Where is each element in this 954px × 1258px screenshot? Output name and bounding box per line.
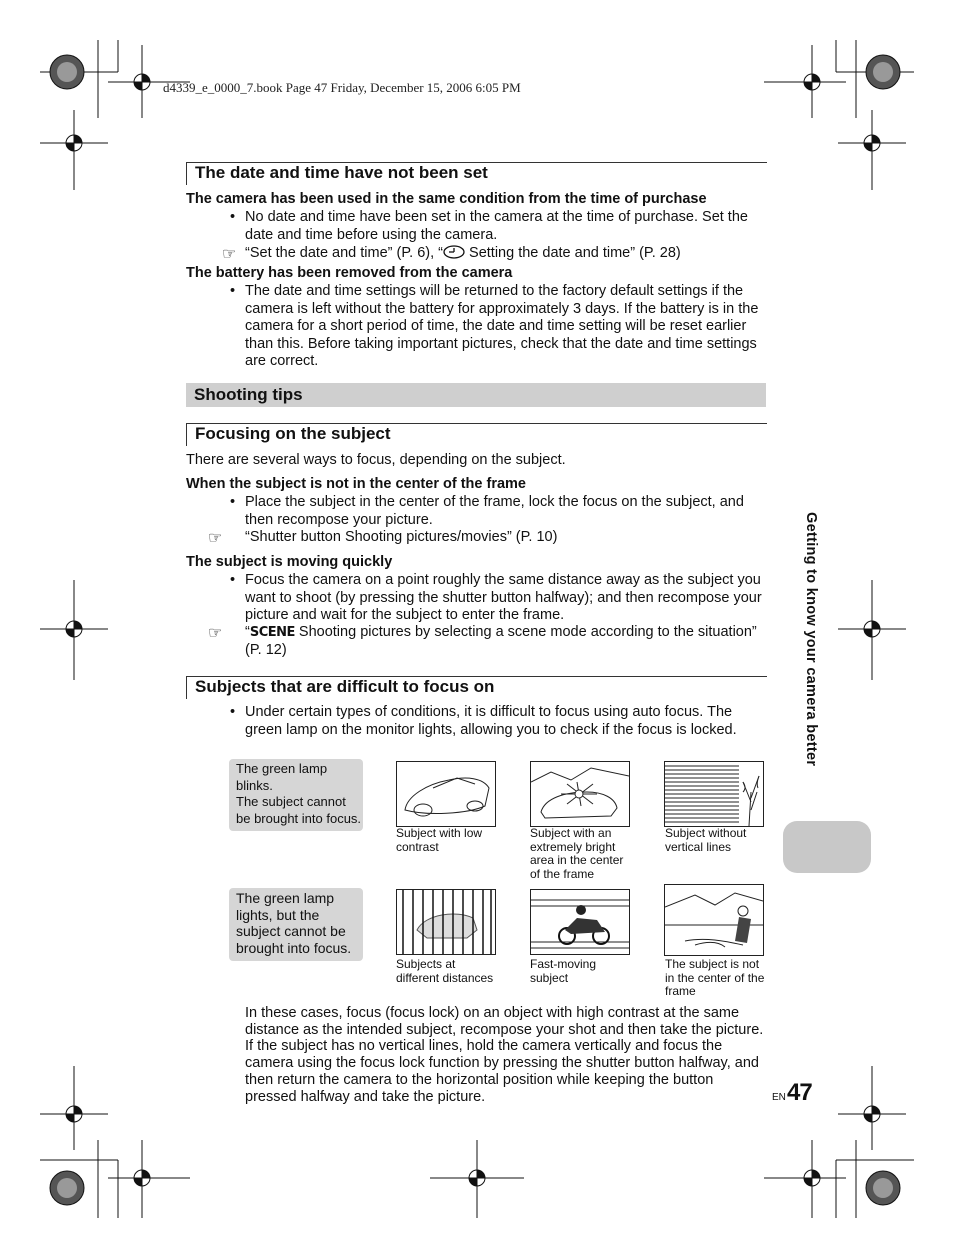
reference-scene-mode: “SCENE Shooting pictures by selecting a scene mode according to the situation” (P. 12) <box>245 624 757 658</box>
caption-no-vertical-lines: Subject without vertical lines <box>665 826 747 854</box>
chapter-thumb-tab <box>783 821 871 873</box>
caption-low-contrast: Subject with low contrast <box>396 826 483 854</box>
caption-bright-area: Subject with an extremely bright area in the center of the frame <box>530 826 624 881</box>
illustration-low-contrast-car <box>396 761 496 827</box>
subheading-battery-removed: The battery has been removed from the camera <box>186 265 513 281</box>
illustration-bright-center-car <box>530 761 630 827</box>
section-title: Shooting tips <box>194 385 303 404</box>
caption-fast-moving: Fast-moving subject <box>530 957 597 985</box>
caption-different-distances: Subjects at different distances <box>396 957 494 985</box>
reference-shutter-button: “Shutter button Shooting pictures/movies” (P. 10) <box>245 529 558 545</box>
section-heading-date-time <box>186 162 767 185</box>
reference-hand-icon: ☞ <box>208 530 223 547</box>
illustration-motorcycle <box>530 889 630 955</box>
callout-lamp-blinks: The green lamp blinks. The subject cannot be brought into focus. <box>229 759 363 831</box>
callout-lamp-lights: The green lamp lights, but the subject cannot be brought into focus. <box>229 888 363 961</box>
bullet-prefocus: • Focus the camera on a point roughly the same distance away as the subject you want to shoot (by pressing the shutter button halfway); and then recompose your picture and wait for the subject to enter the frame. <box>245 572 770 625</box>
illustration-off-center-subject <box>664 884 764 956</box>
language-label: EN <box>772 1092 786 1103</box>
reference-date-time: “Set the date and time” (P. 6), “ Setting the date and time” (P. 28) <box>245 245 681 261</box>
illustration-cage-tiger <box>396 889 496 955</box>
bullet-green-lamp: • Under certain types of conditions, it is difficult to focus using auto focus. The green lamp on the monitor lights, allowing you to check if the focus is locked. <box>245 704 770 739</box>
section-heading-difficult-focus <box>186 676 767 699</box>
caption-not-in-center: The subject is not in the center of the frame <box>665 957 765 998</box>
reference-hand-icon: ☞ <box>222 246 237 263</box>
section-title: Subjects that are difficult to focus on <box>195 677 495 696</box>
bullet-battery-reset: • The date and time settings will be returned to the factory default settings if the camera is left without the battery for approximately 3 days. If the battery is in the camera for a short period of time, the date and time setting will be reset earlier than this. Before taking important pictures, check that the date and time settings are correct. <box>245 283 770 371</box>
scene-mode-icon: SCENE <box>249 625 295 640</box>
bullet-focus-lock: • Place the subject in the center of the frame, lock the focus on the subject, and then recompose your picture. <box>245 494 770 529</box>
focusing-intro: There are several ways to focus, depending on the subject. <box>186 452 566 468</box>
subheading-not-in-center: When the subject is not in the center of the frame <box>186 476 526 492</box>
reference-hand-icon: ☞ <box>208 625 223 642</box>
bullet-no-date-set: • No date and time have been set in the camera at the time of purchase. Set the date and time before using the camera. <box>245 209 770 244</box>
clock-setting-icon <box>443 245 465 259</box>
section-heading-focusing <box>186 423 767 446</box>
page-number: 47 <box>787 1079 812 1106</box>
subheading-same-condition: The camera has been used in the same condition from the time of purchase <box>186 191 707 207</box>
focus-lock-instructions: In these cases, focus (focus lock) on an object with high contrast at the same distance as the intended subject, recompose your shot and then take the picture. If the subject has no vertical lines, hold the camera vertically and focus the camera using the focus lock function by pressing the shutter button halfway, and then return the camera to the horizontal position while keeping the button pressed halfway and take the picture. <box>245 1005 764 1105</box>
subheading-moving-quickly: The subject is moving quickly <box>186 554 393 570</box>
print-slug: d4339_e_0000_7.book Page 47 Friday, December 15, 2006 6:05 PM <box>163 80 521 95</box>
section-title: Focusing on the subject <box>195 424 391 443</box>
section-heading-shooting-tips <box>186 383 766 407</box>
section-title: The date and time have not been set <box>195 163 488 182</box>
side-tab-chapter: Getting to know your camera better <box>803 512 819 767</box>
illustration-horizontal-lines <box>664 761 764 827</box>
